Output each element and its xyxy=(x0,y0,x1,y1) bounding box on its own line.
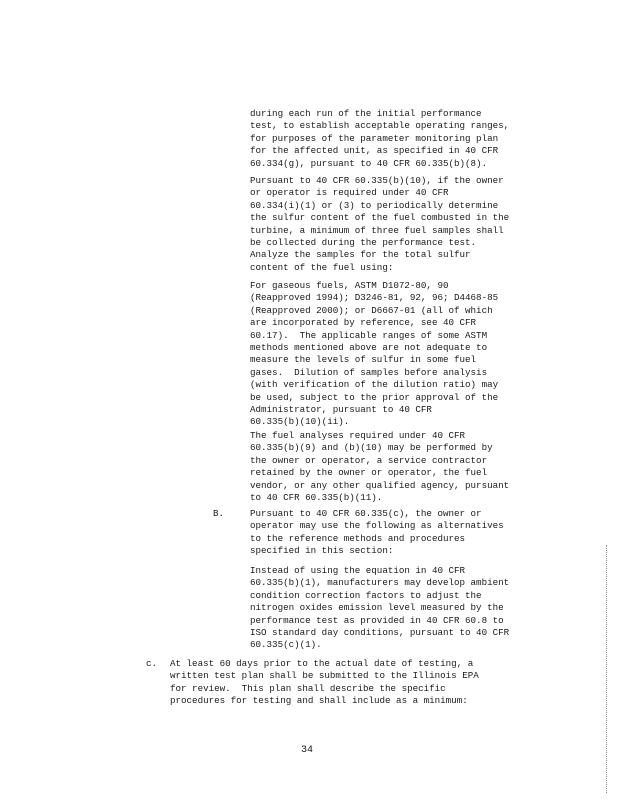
list-marker-b: B. xyxy=(213,508,225,519)
paragraph-alternatives: Pursuant to 40 CFR 60.335(c), the owner or operator may use the following as alternatives to the reference methods and procedures specified in this section: xyxy=(250,508,504,557)
paragraph-ambient-correction: Instead of using the equation in 40 CFR 60.335(b)(1), manufacturers may develop ambient condition correction factors to adjust the nitrogen oxides emission level measured by the performance test as provided in 40 CFR 60.8 to ISO standard day conditions, pursuant to 40 CFR 60.335(c)(1). xyxy=(250,565,510,651)
paragraph-gaseous-fuels-astm: For gaseous fuels, ASTM D1072-80, 90 (Reapproved 1994); D3246-81, 92, 96; D4468-85 (Reapproved 2000); or D6667-01 (all of which are incorporated by reference, see 40 CFR 60.17). The applicable ranges of some ASTM methods mentioned above are not adequate to measure the levels of sulfur in some fuel gases. Dilution of samples before analysis (with verification of the dilution ratio) may be used, subject to the prior approval of the Administrator, pursuant to 40 CFR 60.335(b)(10)(ii). xyxy=(250,280,499,428)
paragraph-initial-performance-test: during each run of the initial performance test, to establish acceptable operating ranges, for purposes of the parameter monitoring plan for the affected unit, as specified in 40 CFR 60.334(g), pursuant to 40 CFR 60.335(b)(8). xyxy=(250,108,510,169)
paragraph-sulfur-content-sampling: Pursuant to 40 CFR 60.335(b)(10), if the owner or operator is required under 40 CFR 60.334(i)(1) or (3) to periodically determine the sulfur content of the fuel combusted in the turbine, a minimum of three fuel samples shall be collected during the performance test. Analyze the samples for the total sulfur content of the fuel using: xyxy=(250,175,510,273)
paragraph-test-plan: At least 60 days prior to the actual date of testing, a written test plan shall be submitted to the Illinois EPA for review. This plan shall describe the specific procedures for testing and shall include as a minimum: xyxy=(170,658,479,707)
page-number: 34 xyxy=(301,745,314,756)
list-marker-c: c. xyxy=(146,658,158,669)
scan-edge-line xyxy=(606,545,607,793)
paragraph-fuel-analyses: The fuel analyses required under 40 CFR 60.335(b)(9) and (b)(10) may be performed by the owner or operator, a service contractor retained by the owner or operator, the fuel vendor, or any other qualified agency, pursuant to 40 CFR 60.335(b)(11). xyxy=(250,430,510,504)
